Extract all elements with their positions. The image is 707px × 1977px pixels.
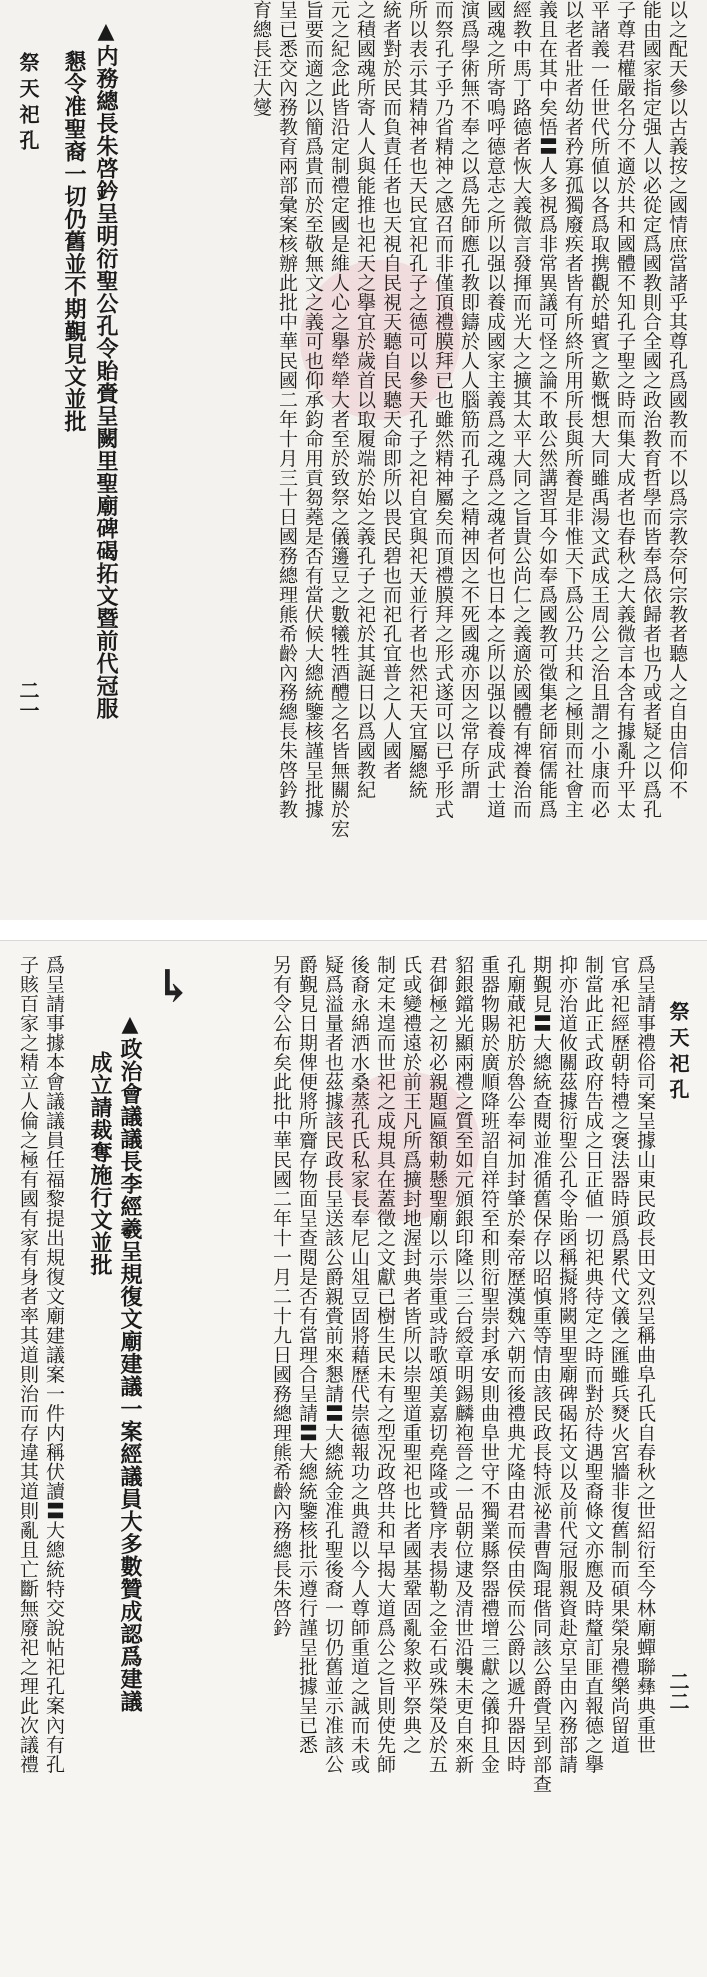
hand-drawn-mark-icon: ↳ xyxy=(155,961,192,1012)
bottom-running-head: 祭天祀孔 xyxy=(666,1001,690,1105)
bottom-text-column: 爲呈請事據本會議議員任福黎提出規復文廟建議案一件内稱伏讀〓大總統特交說帖祀孔案內有孔 xyxy=(43,955,65,1774)
bottom-text-column: 官承祀經歷朝特禮之褒法器時頒爲累代文儀之匯雖兵燹火宮牆非復舊制而碩果榮泉禮樂尚留道 xyxy=(608,955,630,1755)
bottom-text-column: 另有令公布矣此批中華民國二年十一月二十九日國務總理熊希齡內務總長朱啓鈐 xyxy=(270,955,292,1638)
top-text-column: 國魂之所寄鳴呼德意志之所以强以養成國家主義爲之魂爲之魂者何也日本之所以强以養成武士道 xyxy=(484,0,506,819)
bottom-text-column: 爵覲見日期俾便將所齎存物面呈查閱是否有當理合呈請〓大總統鑒核批示遵行謹呈批據呈已悉 xyxy=(296,955,318,1755)
top-text-column: 而祭孔子乎乃省精神之感召而非僅頂禮膜拜已也雖然精神屬矣而頂禮膜拜之形式遂可以已乎形式 xyxy=(432,0,454,819)
top-text-column: 能由國家指定强人以必從定爲國教則合全國之政治教育哲學而皆奉爲依歸者也乃或者疑之以爲孔 xyxy=(640,0,662,819)
bottom-page-number: 二二 xyxy=(666,1671,690,1711)
top-text-column: 旨要而適之以簡爲貴而於至敬無文之義可也仰承鈞命用貢芻蕘是否有當伏候大總統鑒核謹呈批據 xyxy=(302,0,324,819)
top-page-number: 二一 xyxy=(16,680,40,720)
page-gap xyxy=(0,920,707,940)
top-text-column: 統者對於民而負責任者也天視自民視天聽自民聽天命即所以畏民碧也而祀孔宜普之人人國者 xyxy=(380,0,402,780)
bottom-body-text-b xyxy=(16,955,66,1965)
top-heading-title: ▲内務總長朱啓鈐呈明衍聖公孔令貽賫呈闕里聖廟碑碣拓文暨前代冠服 xyxy=(93,18,119,720)
bottom-text-column: 抑亦治道攸關茲據衍聖公孔令貽函稱擬將闕里聖廟碑碣拓文以及前代冠服親資赴京呈由內務部請 xyxy=(556,955,578,1774)
bottom-text-column: 後裔永綿洒水桑蒸孔氏私家長奉尼山俎豆固將藉歷代崇德報功之典證以今人尊師重道之誠而未或 xyxy=(348,955,370,1774)
top-text-column: 平諸義一任世代所値以各爲取携觀於蜡賓之歎慨想大同雖禹湯文武成王周公之治且謂之小康而必 xyxy=(588,0,610,819)
bottom-text-column: 爲呈請事禮俗司案呈據山東民政長田文烈呈稱曲阜孔氏自春秋之世紹衍至今林廟蟬聯彝典重世 xyxy=(634,955,656,1755)
top-text-column: 義且在其中矣悟〓人多視爲非常異議可怪之論不敢公然講習耳今如奉爲國教可徵集老師宿儒能爲 xyxy=(536,0,558,819)
bottom-text-column: 重器物賜於廣順降班詔自祥符至和則衍聖崇封承安則曲阜世守不獨業縣祭器禮增三獻之儀抑且金 xyxy=(478,955,500,1774)
top-page xyxy=(0,0,707,920)
top-text-column: 經教中馬丁路德者恢大義微言發揮而光大之擴其太平大同之旨貴公尚仁之義適於國體有禆養治而 xyxy=(510,0,532,819)
top-text-column: 元之紀念此皆沿定制禮定國是維人心之擧犖犖大者至於致祭之儀籩豆之數犧牲酒醴之名皆無關於宏 xyxy=(328,0,350,839)
top-text-column: 育總長汪大燮 xyxy=(250,0,272,117)
top-running-head: 祭天祀孔 xyxy=(16,52,40,156)
bottom-text-column: 君御極之初必親題匾額勅懸聖廟以示崇重或詩歌頌美嘉切堯隆或贊序表揚勒之金石或殊榮及於五 xyxy=(426,955,448,1774)
top-text-column: 之積國魂所寄人人與能推也祀天之擧宜於歲首以取履端於始之義孔子之祀於其誕日以爲國教紀 xyxy=(354,0,376,800)
bottom-text-column: 期覲見〓大總統查閱並准循舊保存以昭慎重等情由該民政長特派祕書曹陶琨偕同該公爵賫呈到部查 xyxy=(530,955,552,1794)
top-text-column: 呈已悉交內務教育兩部彙案核辦此批中華民國二年十月三十日國務總理熊希齡內務總長朱啓鈐教 xyxy=(276,0,298,819)
top-text-column: 以老者壯者幼者矜寡孤獨廢疾者皆有所終所用所長與所養是非惟天下爲公乃共和之極則而社會主 xyxy=(562,0,584,819)
bottom-text-column: 制定未遑而世祀之成規具在蓋徵之文獻已樹生民未有之型况政啓共和早揭大道爲公之旨則使先師 xyxy=(374,955,396,1774)
bottom-text-column: 氏或變禮遠於前王凡所爲擴封地渥封典者皆所以崇聖道重聖祀也比者國基鞏固亂象救平祭典之 xyxy=(400,955,422,1755)
top-text-column: 以之配天參以古義按之國情庶當諸乎其尊孔爲國教而不以爲宗教奈何宗教者聽人之自由信仰不 xyxy=(666,0,688,800)
bottom-heading-title: ▲政治會議議長李經羲呈規復文廟建議一案經議員大多數贊成認爲建議 xyxy=(117,1011,143,1713)
bottom-text-column: 孔廟蕆祀肪於魯公奉祠加封肇於秦帝歷漢魏六朝而後禮典尤隆由君而侯由侯而公爵以遞升器因時 xyxy=(504,955,526,1774)
top-text-column: 演爲學術無不奉之以爲先師應孔教即鑄於人人腦筋而孔子之精神因之不死國魂亦因之常存所謂 xyxy=(458,0,480,800)
bottom-body-text-a xyxy=(269,955,657,1965)
bottom-text-column: 疑爲溢量者也茲據該民政長呈送該公爵親賫前來懇請〓大總統金准孔聖後裔一切仍舊並示准該公 xyxy=(322,955,344,1774)
top-text-column: 子尊君權嚴名分不適於共和國體不知孔子聖之時而集大成者也春秋之大義微言本含有據亂升平太 xyxy=(614,0,636,819)
bottom-heading-subtitle: 成立請裁奪施行文並批 xyxy=(87,1051,113,1276)
top-text-column: 所以表示其精神者也天民宜祀孔子之德可以參天孔子之祀自宜與祀天並行者也然祀天宜屬總統 xyxy=(406,0,428,800)
bottom-text-column: 制當此正式政府告成之日正値一切祀典待定之時而對於待遇聖裔條文亦應及時釐訂匪直報德之擧 xyxy=(582,955,604,1774)
bottom-text-column: 貂銀鐺光顯兩禮之質至如元頒銀印隆以三台綬章明錫麟袍晉之一品朝位逮及清世沿襲未更自來新 xyxy=(452,955,474,1774)
bottom-page xyxy=(0,940,707,1977)
top-body-text xyxy=(249,0,689,905)
bottom-text-column: 子賅百家之精立人倫之極有國有家有身者率其道則治而存違其道則亂且亡斷無廢祀之理此次議禮 xyxy=(17,955,39,1774)
top-heading-subtitle: 懇令准聖裔一切仍舊並不期覲見文並批 xyxy=(61,50,87,433)
